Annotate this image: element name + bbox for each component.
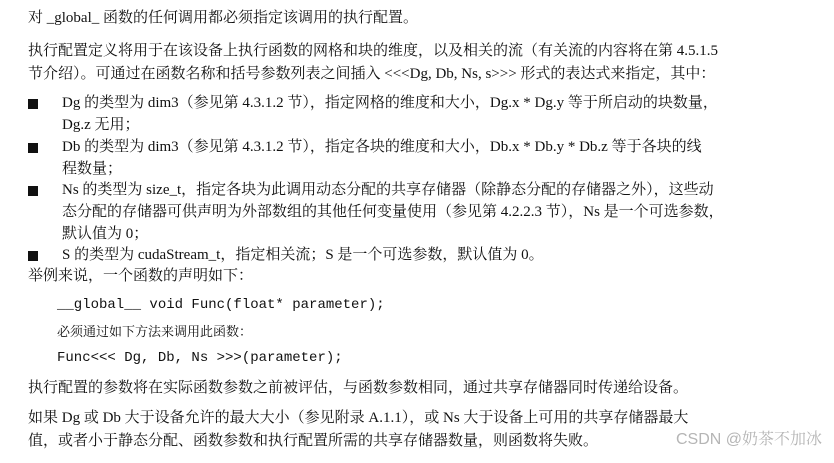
bullet-marker: [28, 143, 38, 153]
bullet-ns-line-3: 默认值为 0；: [62, 226, 149, 242]
example-intro-text: 举例来说，一个函数的声明如下：: [28, 268, 254, 284]
bullet-ns-line-2: 态分配的存储器可供声明为外部数组的其他任何变量使用（参见第 4.2.2.3 节），Ns 是一个可选参数，: [62, 204, 724, 220]
evaluation-paragraph: 执行配置的参数将在实际函数参数之前被评估，与函数参数相同，通过共享存储器同时传递给设备。: [28, 380, 689, 396]
bullet-db-line-1: Db 的类型为 dim3（参见第 4.3.1.2 节），指定各块的维度和大小，Db.x * Db.y * Db.z 等于各块的线: [62, 139, 702, 155]
exec-config-paragraph-line-2: 节介绍）。可通过在函数名称和括号参数列表之间插入 <<<Dg, Db, Ns, s>>> 形式的表达式来指定，其中：: [28, 66, 716, 82]
code-call: Func<<< Dg, Db, Ns >>>(parameter);: [57, 350, 343, 366]
intro-text: 对 _global_ 函数的任何调用都必须指定该调用的执行配置。: [28, 10, 418, 26]
call-note-text: 必须通过如下方法来调用此函数：: [57, 324, 253, 339]
failure-paragraph-line-2: 值，或者小于静态分配、函数参数和执行配置所需的共享存储器数量，则函数将失败。: [28, 433, 599, 449]
bullet-dg-line-1: Dg 的类型为 dim3（参见第 4.3.1.2 节），指定网格的维度和大小，Dg.x * Dg.y 等于所启动的块数量，: [62, 95, 718, 111]
code-declaration: __global__ void Func(float* parameter);: [57, 297, 385, 313]
bullet-marker: [28, 99, 38, 109]
bullet-marker: [28, 251, 38, 261]
bullet-s-line-1: S 的类型为 cudaStream_t，指定相关流；S 是一个可选参数，默认值为 0。: [62, 247, 544, 263]
exec-config-paragraph-line-1: 执行配置定义将用于在该设备上执行函数的网格和块的维度，以及相关的流（有关流的内容将在第 4.5.1.5: [28, 43, 719, 59]
bullet-dg-line-2: Dg.z 无用；: [62, 117, 140, 133]
bullet-ns-line-1: Ns 的类型为 size_t，指定各块为此调用动态分配的共享存储器（除静态分配的存储器之外），这些动: [62, 182, 714, 198]
failure-paragraph-line-1: 如果 Dg 或 Db 大于设备允许的最大大小（参见附录 A.1.1），或 Ns 大于设备上可用的共享存储器最大: [28, 410, 689, 426]
bullet-marker: [28, 186, 38, 196]
csdn-watermark: CSDN @奶茶不加冰: [675, 431, 822, 448]
bullet-db-line-2: 程数量；: [62, 161, 123, 177]
